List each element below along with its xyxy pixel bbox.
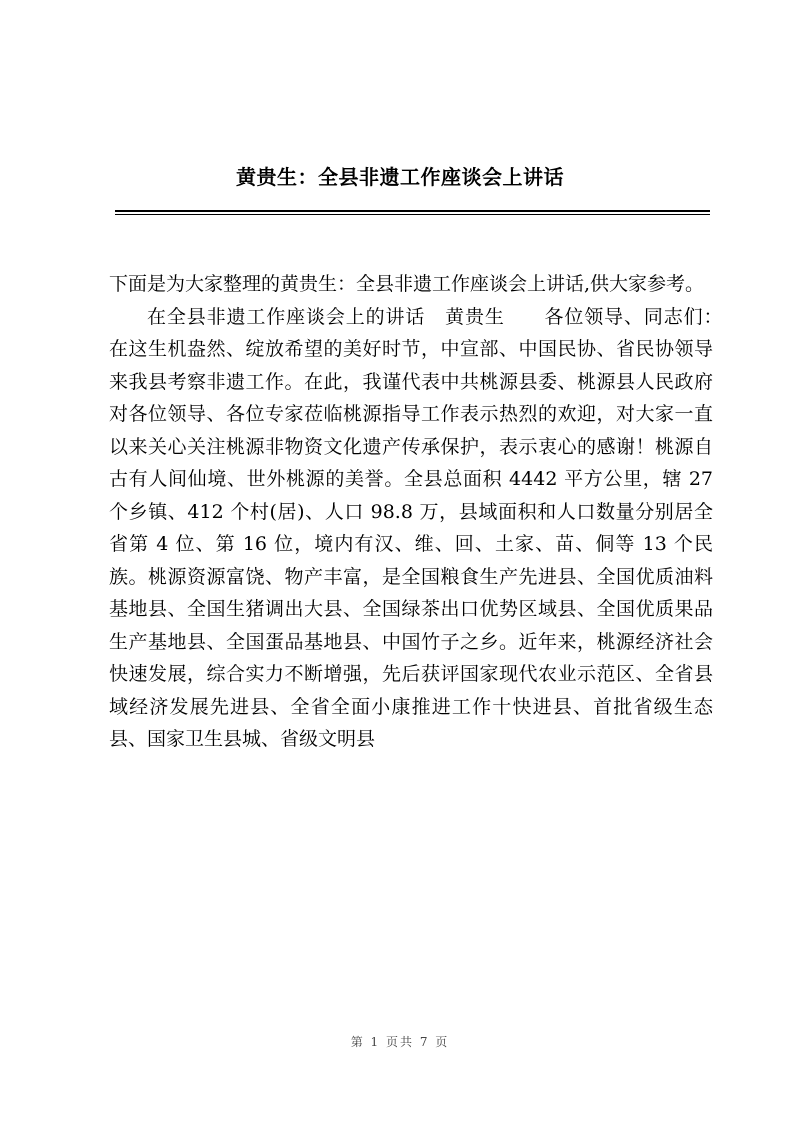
document-title: 黄贵生：全县非遗工作座谈会上讲话 xyxy=(236,165,564,189)
page-number: 第 1 页共 7 页 xyxy=(350,1035,450,1049)
speech-paragraph: 在全县非遗工作座谈会上的讲话 黄贵生 各位领导、同志们： 在这生机盎然、绽放希望的美好时节，中宣部、中国民协、省民协领导来我县考察非遗工作。在此，我谨代表中共桃源县委、桃源县人民政府对各位领导、各位专家莅临桃源指导工作表示热烈的欢迎，对大家一直以来关心关注桃源非物资文化遗产传承保护，表示衷心的感谢！桃源自古有人间仙境、世外桃源的美誉。全县总面积 4442 平方公里，辖 27 个乡镇、412 个村(居)、人口 98.8 万，县域面积和人口数量分别居全省第 4 位、第 16 位，境内有汉、维、回、土家、苗、侗等 13 个民族。桃源资源富饶、物产丰富，是全国粮食生产先进县、全国优质油料基地县、全国生猪调出大县、全国绿茶出口优势区域县、全国优质果品生产基地县、全国蛋品基地县、中国竹子之乡。近年来，桃源经济社会快速发展，综合实力不断增强，先后获评国家现代农业示范区、全省县域经济发展先进县、全省全面小康推进工作十快进县、首批省级生态县、国家卫生县城、省级文明县 xyxy=(109,305,733,750)
title-underline xyxy=(115,210,710,212)
document-body xyxy=(109,268,733,756)
title-underline-thin xyxy=(115,214,710,215)
intro-paragraph: 下面是为大家整理的黄贵生：全县非遗工作座谈会上讲话,供大家参考。 xyxy=(109,273,705,295)
